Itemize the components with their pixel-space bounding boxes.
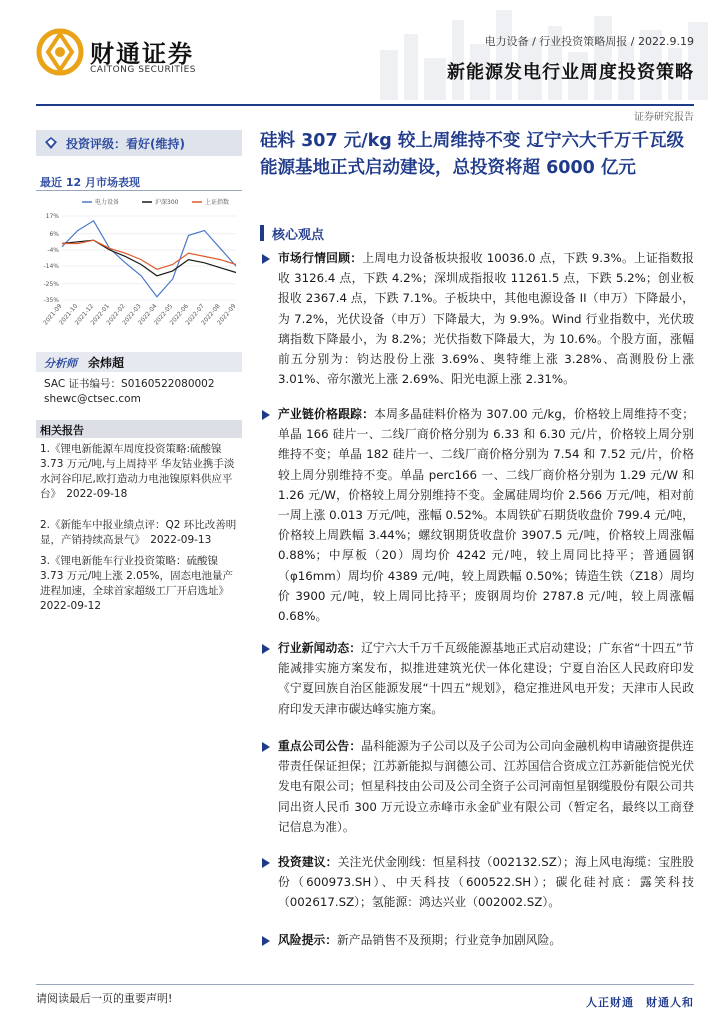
- report-series-title: 新能源发电行业周度投资策略: [447, 62, 694, 83]
- chart-series: [62, 221, 236, 297]
- x-tick-label: 2022-07: [184, 302, 206, 327]
- section-text: 晶科能源为子公司以及子公司为公司向金融机构申请融资提供连带责任保证担保；江苏新能拟与润德公司、江苏国信合资成立江苏新能信悦光伏发电有限公司；恒星科技由公司及公司全资子公司河南恒星钢缆股份有限公司共同出资人民币 300 万元设立赤峰市永金矿业有限公司（暂定名，最终以工商登记信息为准）。: [278, 739, 694, 834]
- x-tick-label: 2022-03: [121, 302, 143, 327]
- section-label: 市场行情回顾：: [278, 251, 363, 265]
- analyst-name: 余炜超: [88, 356, 125, 370]
- legend-label: 上证指数: [205, 199, 230, 206]
- section-market-review: [278, 248, 694, 389]
- x-tick-label: 2022-05: [152, 302, 175, 327]
- related-report-item[interactable]: 3.《锂电新能车行业投资策略：硫酸镍 3.73 万元/吨上涨 2.05%，固态电池量产进程加速，全球首家超级工厂开启选址》 2022-09-12: [40, 555, 235, 612]
- city-skyline-decoration: [360, 0, 724, 100]
- market-performance-chart: [36, 196, 242, 346]
- series-line: [62, 221, 236, 297]
- disclaimer-notice: 请阅读最后一页的重要声明!: [36, 992, 173, 1005]
- bullet-triangle-icon: [262, 742, 270, 752]
- performance-divider: [36, 190, 242, 191]
- bullet-triangle-icon: [262, 644, 270, 654]
- legend-label: 电力设备: [95, 199, 120, 206]
- analyst-email-link[interactable]: shewc@ctsec.com: [44, 393, 141, 405]
- core-view-heading: [260, 222, 696, 244]
- heading-accent-bar: [260, 225, 264, 241]
- company-logo: [36, 28, 226, 88]
- chart-legend: [82, 198, 229, 206]
- diamond-icon: [44, 136, 58, 150]
- legend-label: 沪深300: [155, 199, 179, 206]
- investment-rating: 投资评级：看好(维持): [66, 137, 185, 151]
- analyst-bar: [36, 352, 242, 372]
- x-tick-label: 2021-09: [42, 302, 64, 327]
- logo-name-en: CAITONG SECURITIES: [90, 65, 196, 75]
- section-text: 本周多晶硅料价格为 307.00 元/kg，价格较上周维持不变；单晶 166 硅片一、二线厂商价格分别为 6.33 和 6.30 元/片，价格较上周分别维持不变；单晶 182 硅片一、二线厂商价格分别为 7.54 和 7.52 元/片，价格较上周分别维持不变。单晶 perc166 一、二线厂商价格分别为 1.29 元/W 和 1.26 元/W，价格较上周分别维持不变。金属硅周均价 2.566 万元/吨，相对前一周上涨 0.013 万元/吨，涨幅 0.52%。本周铁矿石期货收盘价 799.4 元/吨，价格较上周跌幅 3.44%；螺纹钢期货收盘价 3907.5 元/吨，价格较上周涨幅 0.88%；中厚板（20）周均价 4242 元/吨，较上周同比持平；普通圆钢（φ16mm）周均价 4389 元/吨，较上周跌幅 0.50%；铸造生铁（Z18）周均价 3900 元/吨，较上周同比持平；废钢周均价 2787.8 元/吨，较上周涨幅 0.68%。: [278, 407, 694, 624]
- y-tick-label: 6%: [49, 230, 59, 238]
- section-company-announcements: [278, 736, 694, 837]
- section-text: 新产品销售不及预期；行业竞争加剧风险。: [337, 933, 562, 947]
- x-tick-label: 2021-12: [73, 302, 96, 327]
- section-label: 产业链价格跟踪：: [278, 407, 375, 421]
- x-tick-label: 2022-06: [168, 302, 191, 327]
- analyst-label: 分析师: [44, 357, 77, 370]
- section-label: 行业新闻动态：: [278, 641, 362, 655]
- main-title: 硅料 307 元/kg 较上周维持不变 辽宁六大千万千瓦级能源基地正式启动建设，总投资将超 6000 亿元: [260, 131, 684, 178]
- report-header: [0, 0, 724, 123]
- report-type-tag: 证券研究报告: [634, 112, 694, 123]
- x-tick-label: 2022-04: [136, 302, 159, 327]
- x-tick-label: 2022-02: [105, 302, 127, 327]
- bullet-triangle-icon: [262, 254, 270, 264]
- chart-x-ticks: [42, 303, 238, 327]
- section-industry-news: [278, 638, 694, 719]
- x-tick-label: 2022-01: [89, 302, 111, 327]
- section-text: 关注光伏金刚线：恒星科技（002132.SZ）；海上风电海缆：宝胜股份（600973.SH）、中天科技（600522.SH）；碳化硅衬底：露笑科技（002617.SZ）；氢能源：鸿达兴业（002002.SZ）。: [278, 855, 694, 910]
- chart-y-ticks: [43, 213, 59, 304]
- section-price-tracking: [278, 404, 694, 626]
- performance-title: 最近 12 月市场表现: [40, 176, 140, 189]
- footer-slogan: 人正财通 财通人和: [586, 996, 694, 1009]
- logo-name-cn: 财通证券: [90, 40, 194, 68]
- section-text: 辽宁六大千万千瓦级能源基地正式启动建设；广东省“十四五”节能减排实施方案发布，拟推进建筑光伏一体化建设；宁夏自治区人民政府印发《宁夏回族自治区能源发展“十四五”规划》，稳定推进风电开发；天津市人民政府印发天津市碳达峰实施方案。: [278, 641, 694, 716]
- x-tick-label: 2022-09: [216, 302, 238, 327]
- core-view-label: 核心观点: [272, 228, 325, 243]
- x-tick-label: 2021-10: [57, 302, 80, 327]
- section-risk-warning: [278, 930, 694, 950]
- y-tick-label: -25%: [43, 280, 59, 288]
- related-reports-bar: [36, 420, 242, 438]
- section-label: 风险提示：: [278, 933, 337, 947]
- section-label: 重点公司公告：: [278, 739, 362, 753]
- bullet-triangle-icon: [262, 858, 270, 868]
- section-label: 投资建议：: [278, 855, 338, 869]
- y-tick-label: -4%: [47, 246, 59, 254]
- section-investment-advice: [278, 852, 694, 913]
- report-meta: 电力设备 / 行业投资策略周报 / 2022.9.19: [484, 35, 694, 48]
- bullet-triangle-icon: [262, 410, 270, 420]
- analyst-cert: SAC 证书编号：S0160522080002: [44, 378, 215, 390]
- section-text: 上周电力设备板块报收 10036.0 点，下跌 9.3%。上证指数报收 3126.4 点，下跌 4.2%；深圳成指报收 11261.5 点，下跌 5.2%；创业板报收 2367.4 点，下跌 7.1%。子板块中，其他电源设备 II（申万）下降最小，为 7.2%，光伏设备（申万）下降最大，为 9.9%。Wind 行业指数中，光伏玻璃指数下降最小，为 8.2%；光伏指数下降最大，为 10.6%。个股方面，涨幅前五分别为：钧达股份上涨 3.69%、奥特维上涨 3.28%、高测股份上涨 3.01%、帝尔激光上涨 2.69%、阳光电源上涨 2.31%。: [278, 251, 694, 387]
- caitong-logo-icon: [36, 28, 84, 76]
- x-tick-label: 2022-08: [200, 302, 222, 327]
- y-tick-label: 17%: [45, 213, 59, 220]
- rating-bar: [36, 130, 242, 156]
- footer-divider: [36, 984, 694, 985]
- related-reports-title: 相关报告: [40, 424, 84, 437]
- bullet-triangle-icon: [262, 936, 270, 946]
- related-report-item[interactable]: 2.《新能车中报业绩点评：Q2 环比改善明显，产销持续高景气》 2022-09-13: [40, 519, 237, 546]
- header-divider: [36, 104, 694, 106]
- y-tick-label: -14%: [43, 263, 59, 271]
- y-tick-label: -35%: [43, 297, 59, 304]
- related-report-item[interactable]: 1.《锂电新能源车周度投资策略:硫酸镍 3.73 万元/吨,与上周持平 华友钴业携手淡水河谷印尼,欧打造动力电池镍原料供应平台》 2022-09-18: [40, 443, 235, 500]
